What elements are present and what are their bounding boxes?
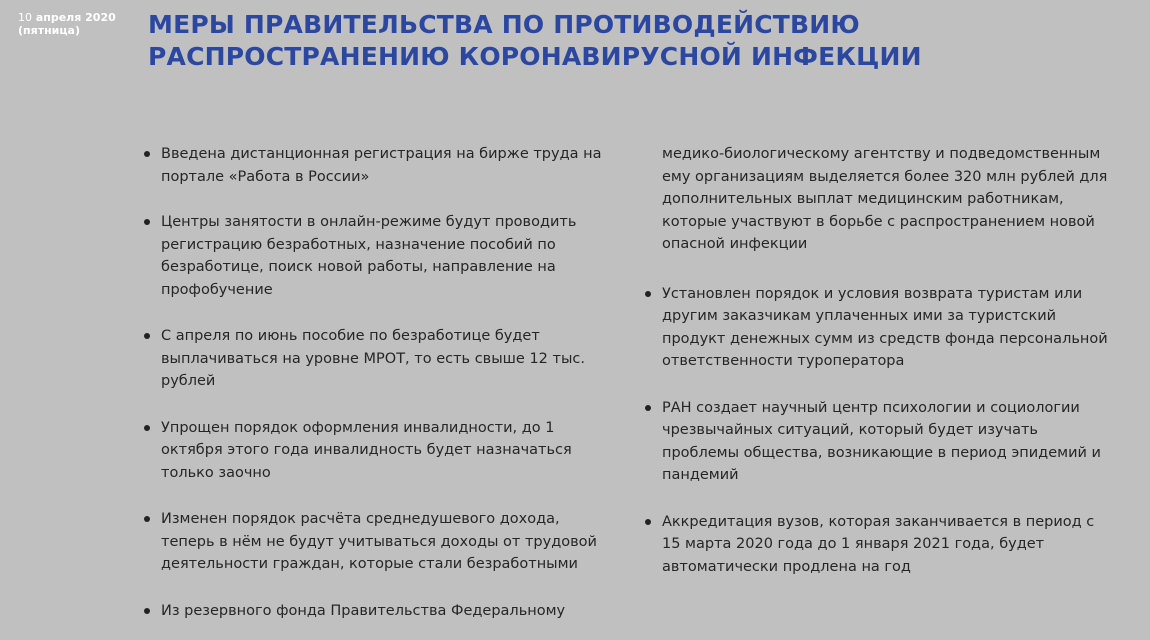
text-line: которые участвуют в борьбе с распространением новой (662, 213, 1095, 230)
text-line: пандемий (662, 467, 739, 483)
bullet-icon (645, 291, 651, 297)
text-line: октября этого года инвалидность будет назначаться (161, 442, 572, 458)
text-line: профобучение (161, 281, 273, 298)
date-month-year: апреля 2020 (32, 11, 116, 24)
text-line: чрезвычайных ситуаций, который будет изучать (662, 422, 1038, 438)
date-day: 10 (18, 11, 32, 24)
measure-item (643, 283, 1113, 373)
text-line: Введена дистанционная регистрация на бирже труда на (161, 146, 602, 162)
title-line-2: РАСПРОСТРАНЕНИЮ КОРОНАВИРУСНОЙ ИНФЕКЦИИ (148, 42, 922, 71)
text-line: деятельности граждан, которые стали безработными (161, 556, 578, 572)
measure-text (662, 511, 1113, 579)
bullet-icon (144, 516, 150, 522)
measure-text (662, 283, 1113, 373)
bullet-icon (144, 425, 150, 431)
text-line: ответственности туроператора (662, 353, 905, 369)
text-line: опасной инфекции (662, 236, 808, 252)
measure-text (161, 417, 612, 485)
measures-list-right (643, 143, 1113, 578)
measure-item (142, 325, 612, 393)
measure-text (662, 397, 1113, 487)
date-weekday: (пятница) (18, 24, 80, 37)
measure-text (662, 143, 1113, 256)
measure-item (142, 211, 612, 301)
bullet-icon (144, 608, 150, 614)
text-line: РАН создает научный центр психологии и социологии (662, 399, 1080, 416)
text-line: Аккредитация вузов, которая заканчивается в период с (662, 513, 1095, 530)
page-title (148, 9, 1138, 73)
measure-text (161, 325, 612, 393)
measure-item (142, 417, 612, 485)
bullet-icon (645, 405, 651, 411)
measure-text (161, 508, 612, 576)
text-line: Изменен порядок расчёта среднедушевого дохода, (161, 511, 560, 527)
measure-text (161, 143, 612, 188)
text-line: теперь в нём не будут учитываться доходы от трудовой (161, 533, 597, 550)
measure-item (142, 508, 612, 576)
text-line: Из резервного фонда Правительства Федеральному (161, 602, 566, 619)
text-line: Упрощен порядок оформления инвалидности, до 1 (161, 419, 555, 436)
date-label (18, 11, 116, 37)
text-line: только заочно (161, 464, 271, 481)
text-line: дополнительных выплат медицинским работникам, (662, 191, 1064, 207)
text-line: С апреля по июнь пособие по безработице будет (161, 328, 540, 344)
measure-item (142, 143, 612, 188)
measure-text (161, 600, 612, 623)
bullet-icon (144, 219, 150, 225)
measure-item (643, 511, 1113, 579)
date-line (18, 11, 116, 24)
text-line: 15 марта 2020 года до 1 января 2021 года, будет (662, 536, 1045, 552)
measure-item (142, 600, 612, 623)
text-line: рублей (161, 373, 216, 389)
text-line: медико-биологическому агентству и подведомственным (662, 146, 1101, 162)
text-line: выплачиваться на уровне МРОТ, то есть свыше 12 тыс. (161, 350, 585, 367)
measure-item-continuation (643, 143, 1113, 256)
measures-list-left (142, 143, 612, 622)
title-line-1: МЕРЫ ПРАВИТЕЛЬСТВА ПО ПРОТИВОДЕЙСТВИЮ (148, 10, 860, 39)
text-line: регистрацию безработных, назначение пособий по (161, 236, 556, 253)
bullet-icon (144, 333, 150, 339)
measure-item (643, 397, 1113, 487)
text-line: портале «Работа в России» (161, 168, 370, 185)
text-line: автоматически продлена на год (662, 558, 911, 575)
text-line: безработице, поиск новой работы, направление на (161, 259, 556, 275)
text-line: Установлен порядок и условия возврата туристам или (662, 285, 1083, 302)
text-line: ему организациям выделяется более 320 млн рублей для (662, 168, 1108, 185)
bullet-icon (645, 519, 651, 525)
text-line: другим заказчикам уплаченных ими за туристский (662, 308, 1057, 324)
bullet-icon (144, 151, 150, 157)
text-line: продукт денежных сумм из средств фонда персональной (662, 330, 1108, 347)
measure-text (161, 211, 612, 301)
text-line: Центры занятости в онлайн-режиме будут проводить (161, 214, 577, 230)
text-line: проблемы общества, возникающие в период эпидемий и (662, 444, 1101, 461)
